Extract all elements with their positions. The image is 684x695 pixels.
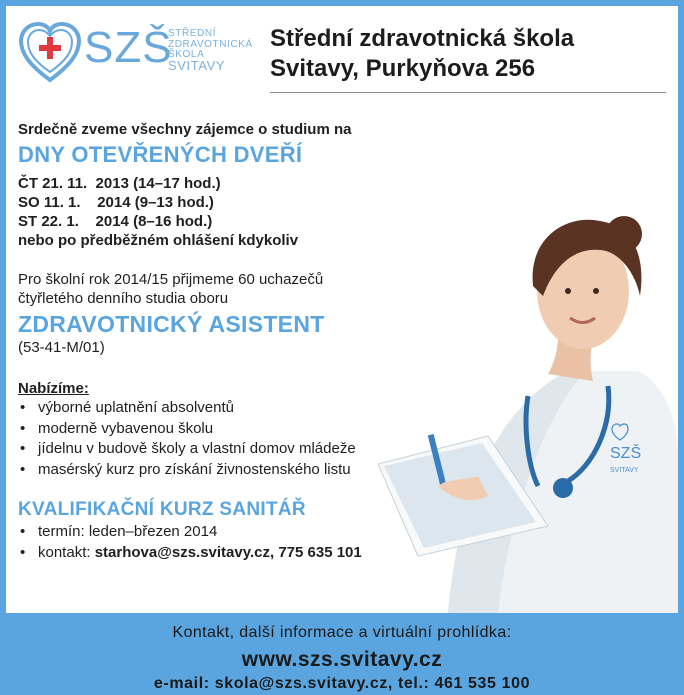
program-title: ZDRAVOTNICKÝ ASISTENT [18,311,325,337]
course-contact-label: kontakt: [38,543,95,561]
header-divider [270,92,666,93]
course-term: • termín: leden–březen 2014 [18,522,438,543]
school-title [270,24,574,84]
school-name: Střední zdravotnická škola [270,25,575,52]
course-contact-value[interactable]: starhova@szs.svitavy.cz, 775 635 101 [94,543,362,561]
logo-line: ZDRAVOTNICKÁ [168,38,253,50]
badge-city: SVITAVY [610,467,639,474]
course-contact [18,543,438,564]
list-item: • jídelnu v budově školy a vlastní domov mládeže [18,439,438,460]
logo-line: STŘEDNÍ [168,28,217,39]
logo-abbreviation: SZŠ [84,23,173,72]
program-code: (53-41-M/01) [18,339,105,356]
appointment-note: nebo po předběžném ohlášení kdykoliv [18,232,299,249]
flyer-card [6,6,678,613]
footer-website-link[interactable]: www.szs.svitavy.cz [241,648,443,671]
school-logo [18,20,258,86]
open-days-dates [18,174,438,231]
footer-email-phone[interactable]: e-mail: skola@szs.svitavy.cz, tel.: 461 535 100 [153,675,531,692]
main-content [18,120,438,563]
logo-subtitle [168,29,253,71]
footer-intro: Kontakt, další informace a virtuální prohlídka: [172,624,512,641]
admission-line-1: Pro školní rok 2014/15 přijmeme 60 uchazečů [18,271,324,288]
date-item: ČT 21. 11. 2013 (14–17 hod.) [18,175,221,192]
admission-line-2: čtyřletého denního studia oboru [18,290,229,307]
heart-cross-icon [18,20,82,86]
logo-line: SVITAVY [168,57,226,73]
course-title: KVALIFIKAČNÍ KURZ SANITÁŘ [18,499,306,520]
course-list [18,522,438,563]
offer-title: Nabízíme: [18,380,89,397]
list-item: • moderně vybavenou školu [18,419,438,440]
school-address: Svitavy, Purkyňova 256 [270,55,536,82]
date-item: ST 22. 1. 2014 (8–16 hod.) [18,213,213,230]
list-item: • masérský kurz pro získání živnostenského listu [18,460,438,481]
logo-line: ŠKOLA [168,49,205,60]
invite-intro: Srdečně zveme všechny zájemce o studium na [18,121,352,138]
date-item: SO 11. 1. 2014 (9–13 hod.) [18,194,214,211]
badge-abbreviation: SZŠ [610,445,642,462]
offer-list [18,398,438,480]
open-days-heading: DNY OTEVŘENÝCH DVEŘÍ [18,142,303,167]
list-item: • výborné uplatnění absolventů [18,398,438,419]
footer-contact-bar [0,613,684,693]
